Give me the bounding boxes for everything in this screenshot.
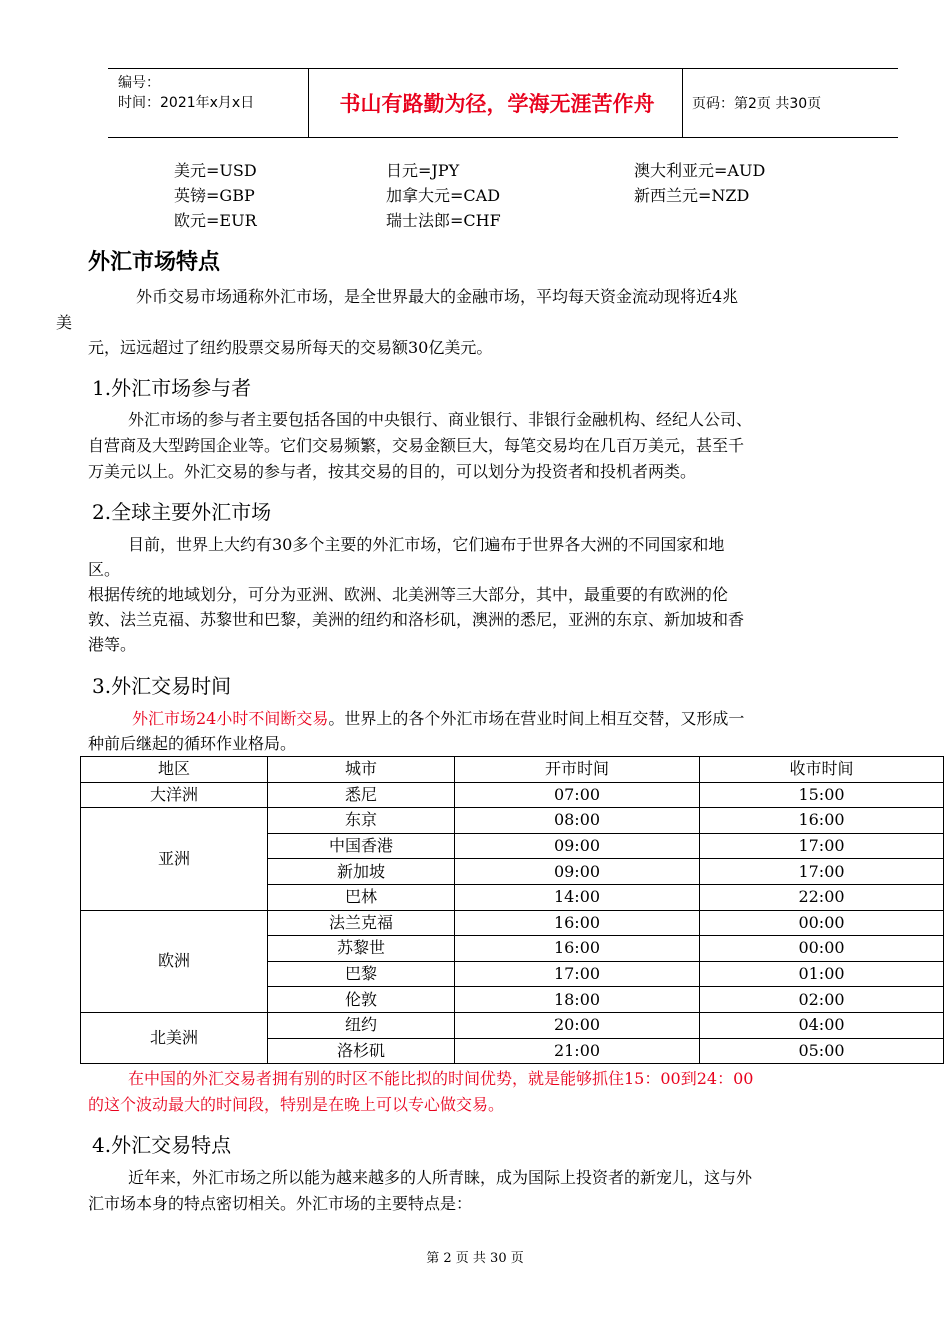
table-header: 收市时间 <box>700 757 944 783</box>
table-row <box>81 782 944 808</box>
paragraph-line: 目前，世界上大约有30多个主要的外汇市场，它们遍布于世界各大洲的不同国家和地 <box>128 535 725 554</box>
close-time-cell: 17:00 <box>700 833 944 859</box>
close-time-cell: 16:00 <box>700 808 944 834</box>
table-header: 开市时间 <box>455 757 700 783</box>
intro-line: 元，远远超过了纽约股票交易所每天的交易额30亿美元。 <box>88 338 493 357</box>
city-cell: 东京 <box>268 808 455 834</box>
paragraph-rest: 。世界上的各个外汇市场在营业时间上相互交替，又形成一 <box>328 709 745 728</box>
intro-line: 美 <box>56 313 73 332</box>
open-time-cell: 08:00 <box>455 808 700 834</box>
city-cell: 纽约 <box>268 1012 455 1038</box>
close-time-cell: 00:00 <box>700 936 944 962</box>
table-row <box>81 808 944 834</box>
open-time-cell: 07:00 <box>455 782 700 808</box>
currency-item: 英镑=GBP <box>174 186 255 205</box>
open-time-cell: 20:00 <box>455 1012 700 1038</box>
table-row <box>81 910 944 936</box>
close-time-cell: 02:00 <box>700 987 944 1013</box>
city-cell: 法兰克福 <box>268 910 455 936</box>
close-time-cell: 00:00 <box>700 910 944 936</box>
region-cell: 大洋洲 <box>81 782 268 808</box>
paragraph-line: 万美元以上。外汇交易的参与者，按其交易的目的，可以划分为投资者和投机者两类。 <box>88 462 697 481</box>
open-time-cell: 09:00 <box>455 833 700 859</box>
city-cell: 悉尼 <box>268 782 455 808</box>
city-cell: 新加坡 <box>268 859 455 885</box>
open-time-cell: 16:00 <box>455 910 700 936</box>
note-line: 在中国的外汇交易者拥有别的时区不能比拟的时间优势，就是能够抓住15：00到24：00 <box>128 1069 754 1088</box>
paragraph-line: 根据传统的地域划分，可分为亚洲、欧洲、北美洲等三大部分，其中，最重要的有欧洲的伦 <box>88 585 729 604</box>
region-cell: 北美洲 <box>81 1012 268 1063</box>
open-time-cell: 09:00 <box>455 859 700 885</box>
section-title: 外汇市场特点 <box>88 250 221 275</box>
paragraph-line: 汇市场本身的特点密切相关。外汇市场的主要特点是： <box>88 1194 473 1213</box>
table-header-row <box>81 757 944 783</box>
paragraph-line: 港等。 <box>88 635 137 654</box>
heading-markets: 2.全球主要外汇市场 <box>92 500 272 524</box>
currency-item: 加拿大元=CAD <box>386 186 501 205</box>
currency-item: 澳大利亚元=AUD <box>634 161 766 180</box>
city-cell: 苏黎世 <box>268 936 455 962</box>
paragraph-line: 区。 <box>88 560 121 579</box>
currency-item: 日元=JPY <box>386 161 460 180</box>
trading-hours-table <box>80 756 944 1064</box>
region-cell: 亚洲 <box>81 808 268 910</box>
heading-participants: 1.外汇市场参与者 <box>92 376 252 400</box>
paragraph-line: 自营商及大型跨国企业等。它们交易频繁，交易金额巨大，每笔交易均在几百万美元，甚至千 <box>88 436 745 455</box>
paragraph-line: 外汇市场的参与者主要包括各国的中央银行、商业银行、非银行金融机构、经纪人公司、 <box>128 410 753 429</box>
paragraph-line <box>132 706 744 732</box>
region-cell: 欧洲 <box>81 910 268 1012</box>
close-time-cell: 01:00 <box>700 961 944 987</box>
currency-item: 美元=USD <box>174 161 257 180</box>
header-divider <box>308 69 309 137</box>
city-cell: 洛杉矶 <box>268 1038 455 1064</box>
time-label: 时间：2021年x月x日 <box>118 95 255 111</box>
header-meta <box>118 73 254 113</box>
page-header <box>108 68 898 138</box>
city-cell: 中国香港 <box>268 833 455 859</box>
highlight-24h: 外汇市场24小时不间断交易 <box>132 709 329 728</box>
open-time-cell: 14:00 <box>455 884 700 910</box>
city-cell: 伦敦 <box>268 987 455 1013</box>
close-time-cell: 22:00 <box>700 884 944 910</box>
number-label: 编号： <box>118 75 160 91</box>
currency-item: 新西兰元=NZD <box>634 186 750 205</box>
table-row <box>81 1012 944 1038</box>
open-time-cell: 16:00 <box>455 936 700 962</box>
page-label: 页码：第2页 共30页 <box>692 96 822 112</box>
city-cell: 巴林 <box>268 884 455 910</box>
close-time-cell: 17:00 <box>700 859 944 885</box>
close-time-cell: 05:00 <box>700 1038 944 1064</box>
paragraph-line: 近年来，外汇市场之所以能为越来越多的人所青睐，成为国际上投资者的新宠儿，这与外 <box>128 1168 753 1187</box>
heading-trading-hours: 3.外汇交易时间 <box>92 674 232 698</box>
close-time-cell: 04:00 <box>700 1012 944 1038</box>
paragraph-line: 种前后继起的循环作业格局。 <box>88 734 297 753</box>
open-time-cell: 17:00 <box>455 961 700 987</box>
page-footer: 第 2 页 共 30 页 <box>426 1251 524 1266</box>
open-time-cell: 21:00 <box>455 1038 700 1064</box>
note-line: 的这个波动最大的时间段，特别是在晚上可以专心做交易。 <box>88 1095 505 1114</box>
open-time-cell: 18:00 <box>455 987 700 1013</box>
motto: 书山有路勤为径，学海无涯苦作舟 <box>339 92 655 116</box>
paragraph-line: 敦、法兰克福、苏黎世和巴黎，美洲的纽约和洛杉矶，澳洲的悉尼，亚洲的东京、新加坡和香 <box>88 610 745 629</box>
currency-item: 瑞士法郎=CHF <box>386 211 501 230</box>
table-header: 地区 <box>81 757 268 783</box>
currency-item: 欧元=EUR <box>174 211 257 230</box>
close-time-cell: 15:00 <box>700 782 944 808</box>
heading-features: 4.外汇交易特点 <box>92 1133 232 1157</box>
intro-line: 外币交易市场通称外汇市场，是全世界最大的金融市场，平均每天资金流动现将近4兆 <box>136 287 739 306</box>
city-cell: 巴黎 <box>268 961 455 987</box>
table-header: 城市 <box>268 757 455 783</box>
